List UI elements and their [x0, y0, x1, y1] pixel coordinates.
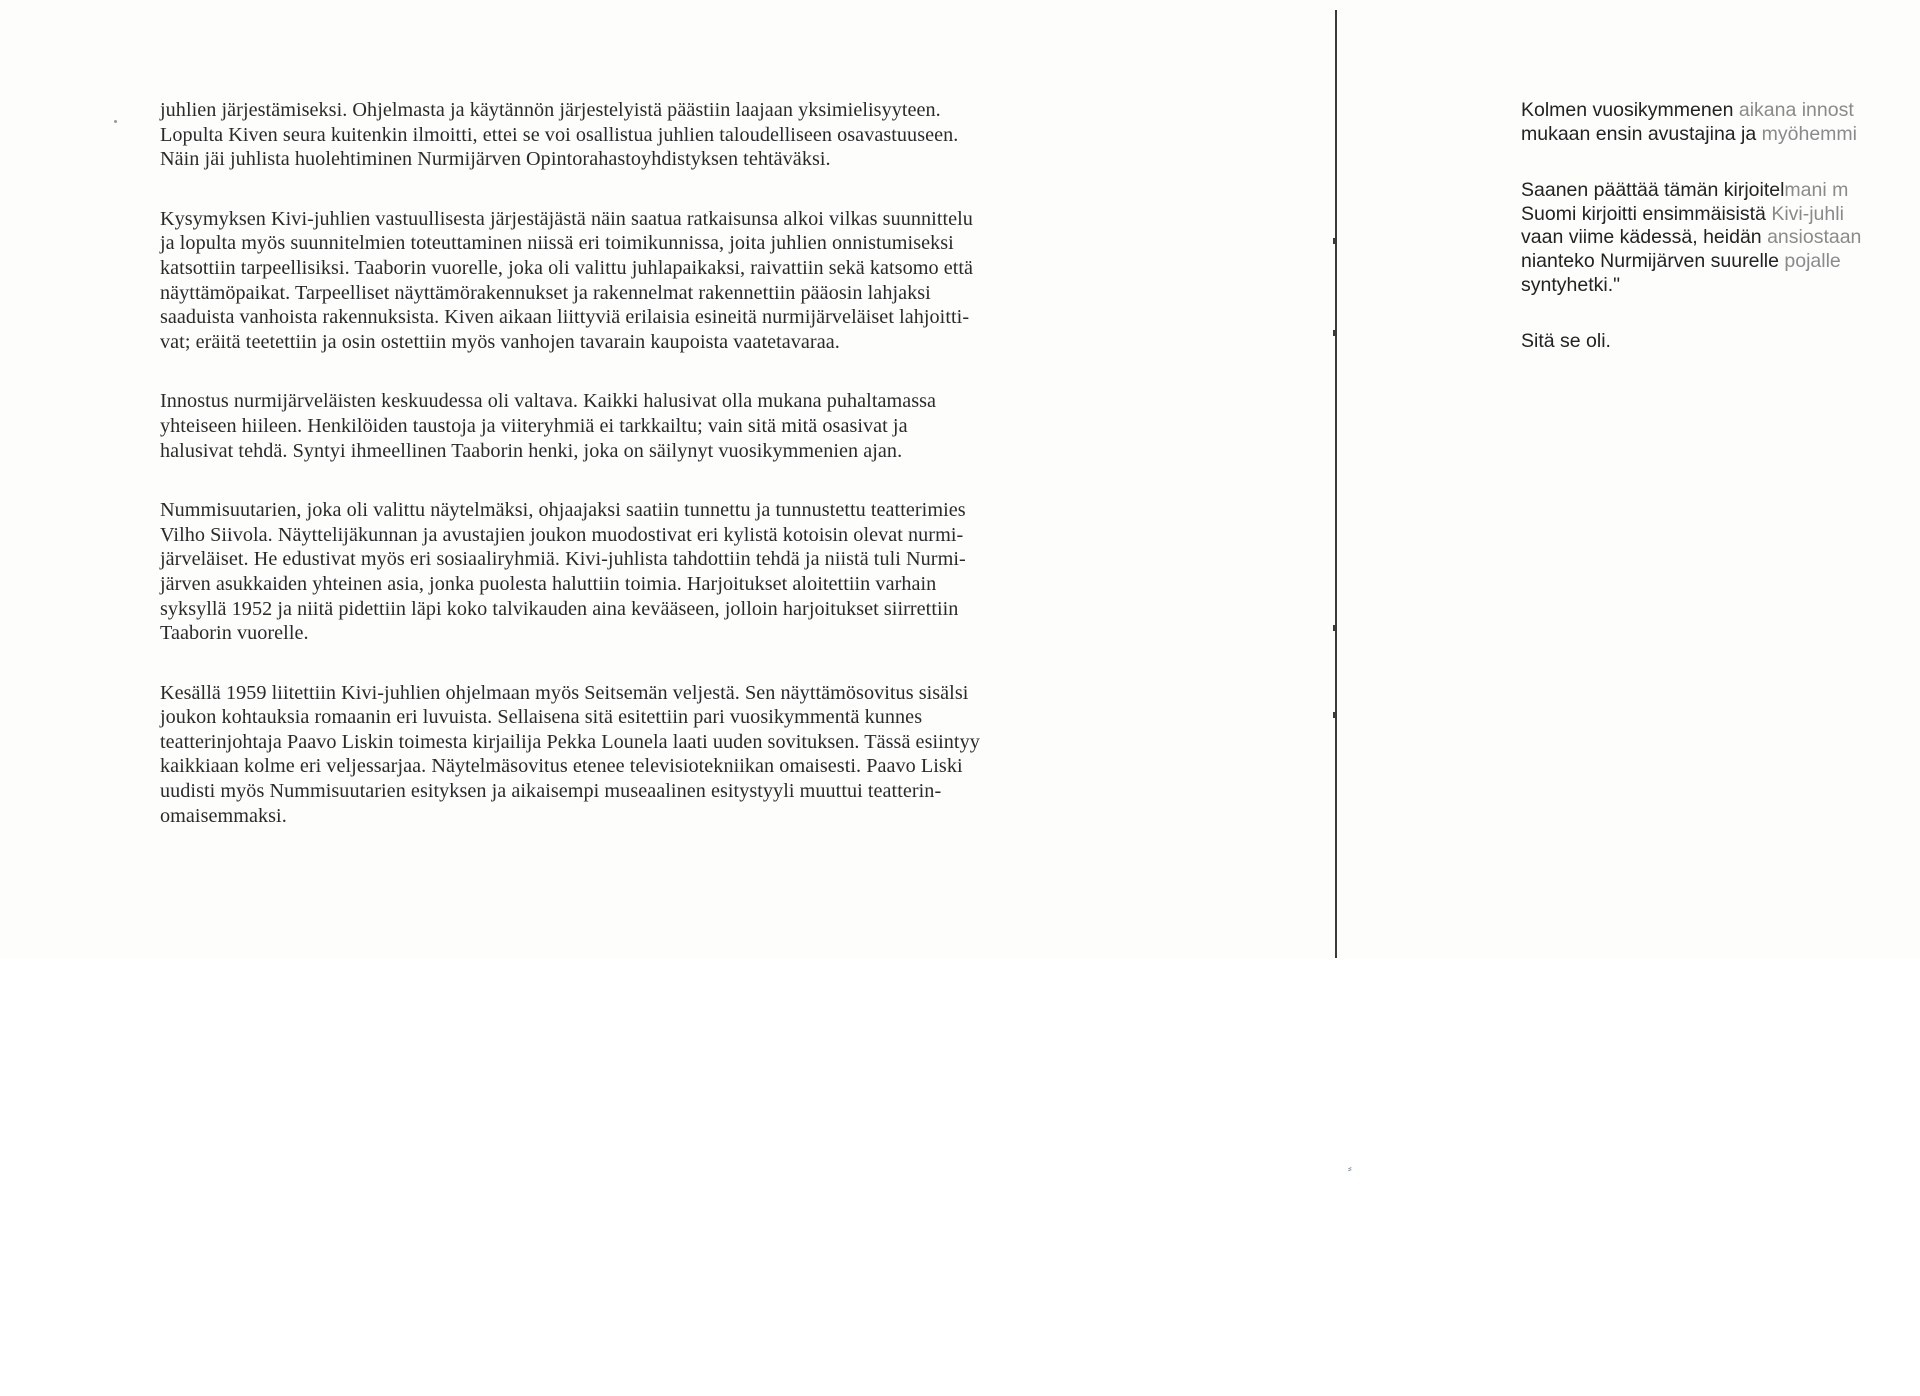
text-line: Näin jäi juhlista huolehtiminen Nurmijärven Opintorahastoyhdistyksen tehtäväksi. — [160, 148, 831, 171]
text-line: vat; eräitä teetettiin ja osin ostettiin myös vanhojen tavarain kaupoista vaatetavaraa. — [160, 330, 840, 353]
text-line: omaisemmaksi. — [160, 804, 287, 827]
text-line-faded: aikana innost — [1738, 99, 1854, 121]
left-paragraph — [160, 389, 1160, 463]
gutter-tick — [1333, 625, 1337, 631]
text-line — [1521, 123, 1920, 147]
text-line: yhteiseen hiileen. Henkilöiden taustoja ja viiteryhmiä ei tarkkailtu; vain sitä mitä osasivat ja — [160, 414, 908, 437]
gutter-tick — [1333, 238, 1337, 244]
text-line: Kysymyksen Kivi-juhlien vastuullisesta järjestäjästä näin saatua ratkaisunsa alkoi vilkas suunnittelu — [160, 207, 973, 230]
left-paragraph — [160, 681, 1160, 829]
left-paragraph — [160, 207, 1160, 355]
text-line — [1521, 99, 1920, 123]
left-page-text — [160, 98, 1160, 863]
text-line — [1521, 226, 1920, 250]
text-line-main: Sitä se oli. — [1521, 330, 1611, 353]
gutter-tick — [1333, 712, 1337, 718]
text-line-main: syntyhetki." — [1521, 273, 1621, 296]
text-line-faded: pojalle — [1784, 249, 1841, 272]
text-line: järven asukkaiden yhteinen asia, jonka puolesta haluttiin toimia. Harjoitukset aloitettiin varhain — [160, 572, 937, 595]
text-line: Lopulta Kiven seura kuitenkin ilmoitti, ettei se voi osallistua juhlien taloudelliseen osavastuuseen. — [160, 123, 959, 146]
text-line: Vilho Siivola. Näyttelijäkunnan ja avustajien joukon muodostivat eri kylistä kotoisin olevat nurmi- — [160, 523, 964, 546]
text-line-faded: mani m — [1784, 179, 1849, 202]
text-line — [1521, 250, 1920, 274]
text-line — [1521, 203, 1920, 227]
text-line: uudisti myös Nummisuutarien esityksen ja aikaisempi museaalinen esitystyyli muuttui teatterin- — [160, 780, 942, 803]
text-line: Nummisuutarien, joka oli valittu näytelmäksi, ohjaajaksi saatiin tunnettu ja tunnustettu teatterimies — [160, 499, 966, 522]
right-paragraph — [1521, 99, 1920, 146]
text-line-main: Kolmen vuosikymmenen — [1521, 99, 1739, 121]
text-line-main: Suomi kirjoitti ensimmäisistä — [1521, 202, 1772, 225]
text-line: katsottiin tarpeellisiksi. Taaborin vuorelle, joka oli valittu juhlapaikaksi, raivattiin sekä katsomo että — [160, 256, 974, 279]
text-line — [1521, 274, 1920, 298]
text-line: juhlien järjestämiseksi. Ohjelmasta ja käytännön järjestelyistä päästiin laajaan yksimielisyyteen. — [160, 99, 941, 121]
stray-ink-mark: ⸗ — [1348, 1162, 1352, 1175]
right-page-text — [1521, 99, 1920, 387]
text-line: kaikkiaan kolme eri veljessarjaa. Näytelmäsovitus etenee televisiotekniikan omaisesti. Paavo Liski — [160, 755, 963, 778]
text-line: syksyllä 1952 ja niitä pidettiin läpi koko talvikauden aina kevääseen, jolloin harjoitukset siirrettiin — [160, 597, 959, 620]
text-line: joukon kohtauksia romaanin eri luvuista. Sellaisena sitä esitettiin pari vuosikymmentä kunnes — [160, 706, 923, 729]
text-line: järveläiset. He edustivat myös eri sosiaaliryhmiä. Kivi-juhlista tahdottiin tehdä ja niistä tuli Nurmi- — [160, 548, 966, 571]
text-line: ja lopulta myös suunnitelmien toteuttaminen niissä eri toimikunnissa, joita juhlien onnistumiseksi — [160, 232, 954, 255]
text-line: Taaborin vuorelle. — [160, 622, 309, 645]
text-line: saaduista vanhoista rakennuksista. Kiven aikaan liittyviä erilaisia esineitä nurmijärveläiset lahjoitti- — [160, 306, 970, 329]
text-line: näyttämöpaikat. Tarpeelliset näyttämörakennukset ja rakennelmat rakennettiin pääosin lahjaksi — [160, 281, 931, 304]
gutter-tick — [1333, 330, 1337, 336]
text-line — [1521, 179, 1920, 203]
right-paragraph — [1521, 179, 1920, 297]
text-line-faded: ansiostaan — [1767, 226, 1862, 249]
text-line: halusivat tehdä. Syntyi ihmeellinen Taaborin henki, joka on säilynyt vuosikymmenien ajan. — [160, 439, 903, 462]
page-gutter-line — [1335, 10, 1337, 958]
text-line-main: vaan viime kädessä, heidän — [1521, 226, 1768, 249]
text-line-faded: myöhemmi — [1761, 122, 1858, 145]
right-paragraph — [1521, 330, 1920, 354]
left-paragraph — [160, 98, 1160, 172]
text-line — [1521, 330, 1920, 354]
text-line: teatterinjohtaja Paavo Liskin toimesta kirjailija Pekka Lounela laati uuden sovituksen. Tässä esiintyy — [160, 730, 980, 753]
text-line: Kesällä 1959 liitettiin Kivi-juhlien ohjelmaan myös Seitsemän veljestä. Sen näyttämösovitus sisälsi — [160, 681, 969, 704]
text-line-main: mukaan ensin avustajina ja — [1521, 122, 1762, 145]
text-line-faded: Kivi-juhli — [1771, 202, 1844, 225]
text-line-main: Saanen päättää tämän kirjoitel — [1521, 179, 1785, 202]
speck-mark — [114, 120, 117, 123]
text-line: Innostus nurmijärveläisten keskuudessa oli valtava. Kaikki halusivat olla mukana puhaltamassa — [160, 390, 937, 413]
text-line-main: nianteko Nurmijärven suurelle — [1521, 249, 1785, 272]
left-paragraph — [160, 498, 1160, 646]
